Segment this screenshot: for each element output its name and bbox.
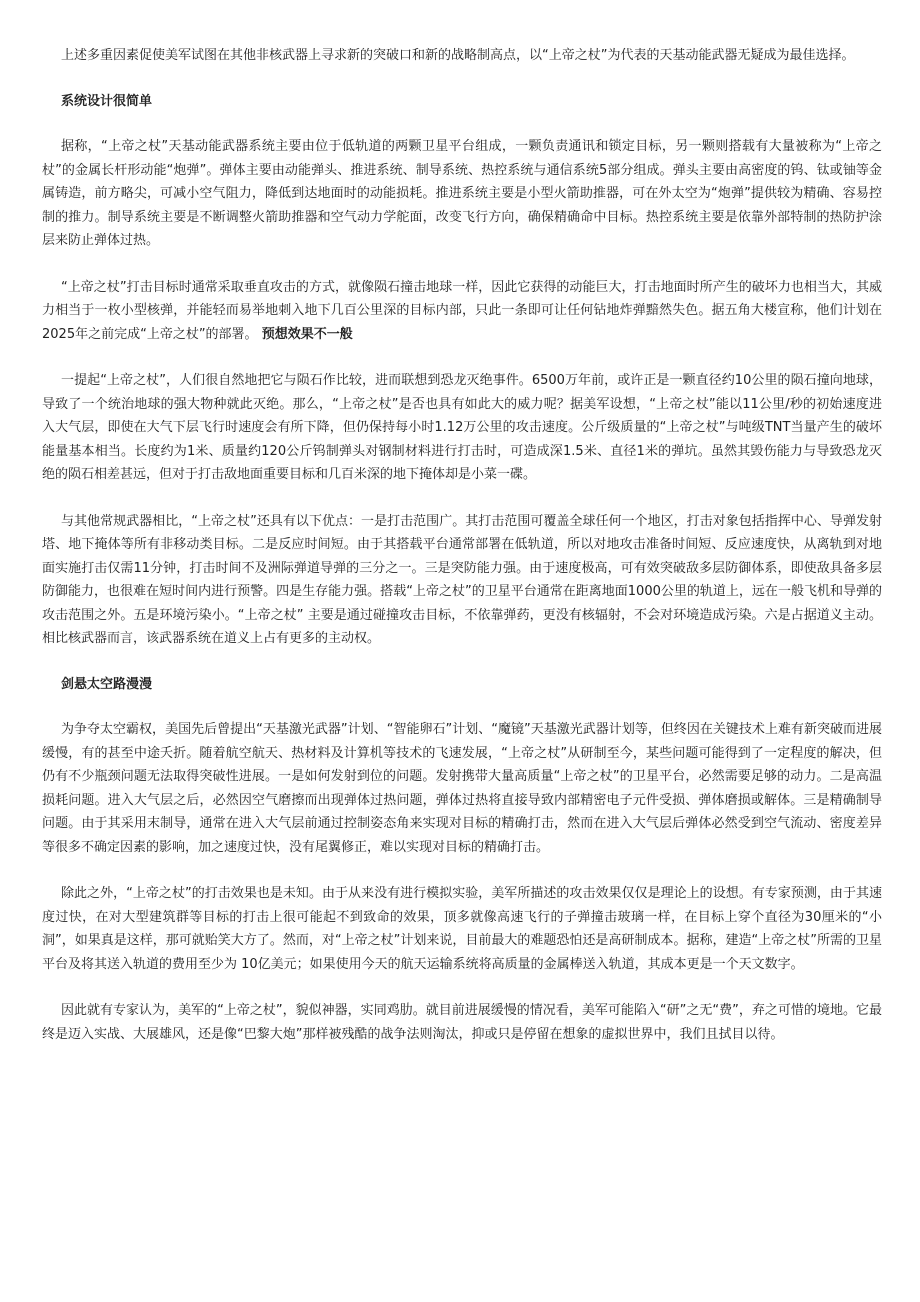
article-body — [42, 44, 882, 1046]
paragraph-meteor-comparison: 一提起“上帝之杖”，人们很自然地把它与陨石作比较，进而联想到恐龙灭绝事件。6500万年前，或许正是一颗直径约10公里的陨石撞向地球，导致了一个统治地球的强大物种就此灭绝。那么，“上帝之杖”是否也具有如此大的威力呢？据美军设想，“上帝之杖”能以11公里/秒的初始速度进入大气层，即使在大气下层飞行时速度会有所下降，但仍保持每小时1.12万公里的攻击速度。公斤级质量的“上帝之杖”与吨级TNT当量产生的破坏能量基本相当。长度约为1米、质量约120公斤钨制弹头对钢制材料进行打击时，可造成深1.5米、直径1米的弹坑。虽然其毁伤能力与导致恐龙灭绝的陨石相差甚远，但对于打击敌地面重要目标和几百米深的地下掩体却是小菜一碟。 — [42, 373, 882, 482]
section-heading-expected-effect: 预想效果不一般 — [261, 326, 353, 342]
paragraph-attack-method — [42, 276, 882, 347]
section-heading-system-design: 系统设计很简单 — [61, 93, 153, 109]
paragraph-technical-problems: 为争夺太空霸权，美国先后曾提出“天基激光武器”计划、“智能卵石”计划、“魔镜”天基激光武器计划等，但终因在关键技术上难有新突破而进展缓慢，有的甚至中途夭折。随着航空航天、热材料及计算机等技术的飞速发展，“上帝之杖”从研制至今，某些问题可能得到了一定程度的解决，但仍有不少瓶颈问题无法取得突破性进展。一是如何发射到位的问题。发射携带大量高质量“上帝之杖”的卫星平台，必然需要足够的动力。二是高温损耗问题。进入大气层之后，必然因空气磨擦而出现弹体过热问题，弹体过热将直接导致内部精密电子元件受损、弹体磨损或解体。三是精确制导问题。由于其采用末制导，通常在进入大气层前通过控制姿态角来实现对目标的精确打击，然而在进入大气层后弹体必然受到空气流动、密度差异等很多不确定因素的影响，加之速度过快，没有尾翼修正，难以实现对目标的精确打击。 — [42, 722, 882, 855]
paragraph-conclusion: 因此就有专家认为，美军的“上帝之杖”，貌似神器，实同鸡肋。就目前进展缓慢的情况看，美军可能陷入“研”之无“费”，弃之可惜的境地。它最终是迈入实战、大展雄风，还是像“巴黎大炮”那样被残酷的战争法则淘汰，抑或只是停留在想象的虚拟世界中，我们且拭目以待。 — [42, 1003, 882, 1042]
paragraph-system-composition: 据称，“上帝之杖”天基动能武器系统主要由位于低轨道的两颗卫星平台组成，一颗负责通讯和锁定目标，另一颗则搭载有大量被称为“上帝之杖”的金属长杆形动能“炮弹”。弹体主要由动能弹头、推进系统、制导系统、热控系统与通信系统5部分组成。弹头主要由高密度的钨、钛或铀等金属铸造，前方略尖，可减小空气阻力，降低到达地面时的动能损耗。推进系统主要是小型火箭助推器，可在外太空为“炮弹”提供较为精确、容易控制的推力。制导系统主要是不断调整火箭助推器和空气动力学舵面，改变飞行方向，确保精确命中目标。热控系统主要是依靠外部特制的热防护涂层来防止弹体过热。 — [42, 139, 882, 248]
paragraph-intro: 上述多重因素促使美军试图在其他非核武器上寻求新的突破口和新的战略制高点，以“上帝之杖”为代表的天基动能武器无疑成为最佳选择。 — [61, 48, 855, 63]
paragraph-advantages: 与其他常规武器相比，“上帝之杖”还具有以下优点：一是打击范围广。其打击范围可覆盖全球任何一个地区，打击对象包括指挥中心、导弹发射塔、地下掩体等所有非移动类目标。二是反应时间短。由于其搭载平台通常部署在低轨道，所以对地攻击准备时间短、反应速度快，从离轨到对地面实施打击仅需11分钟，打击时间不及洲际弹道导弹的三分之一。三是突防能力强。由于速度极高，可有效突破敌多层防御体系，即使敌具备多层防御能力，也很难在短时间内进行预警。四是生存能力强。搭载“上帝之杖”的卫星平台通常在距离地面1000公里的轨道上，远在一般飞机和导弹的攻击范围之外。五是环境污染小。“上帝之杖” 主要是通过碰撞攻击目标，不依靠弹药，更没有核辐射，不会对环境造成污染。六是占据道义主动。相比核武器而言，该武器系统在道义上占有更多的主动权。 — [42, 513, 882, 646]
section-heading-long-road: 剑悬太空路漫漫 — [61, 676, 153, 692]
paragraph-cost-problems: 除此之外，“上帝之杖”的打击效果也是未知。由于从来没有进行模拟实验，美军所描述的攻击效果仅仅是理论上的设想。有专家预测，由于其速度过快，在对大型建筑群等目标的打击上很可能起不到致命的效果，顶多就像高速飞行的子弹撞击玻璃一样，在目标上穿个直径为30厘米的“小洞”，如果真是这样，那可就贻笑大方了。然而，对“上帝之杖”计划来说，目前最大的难题恐怕还是高研制成本。据称，建造“上帝之杖”所需的卫星平台及将其送入轨道的费用至少为 10亿美元；如果使用今天的航天运输系统将高质量的金属棒送入轨道，其成本更是一个天文数字。 — [42, 886, 882, 972]
paragraph-attack-method-text: “上帝之杖”打击目标时通常采取垂直攻击的方式，就像陨石撞击地球一样，因此它获得的动能巨大，打击地面时所产生的破坏力也相当大，其威力相当于一枚小型核弹，并能轻而易举地刺入地下几百公里深的目标内部，只此一条即可让任何钻地炸弹黯然失色。据五角大楼宣称，他们计划在2025年之前完成“上帝之杖”的部署。 — [42, 279, 882, 342]
